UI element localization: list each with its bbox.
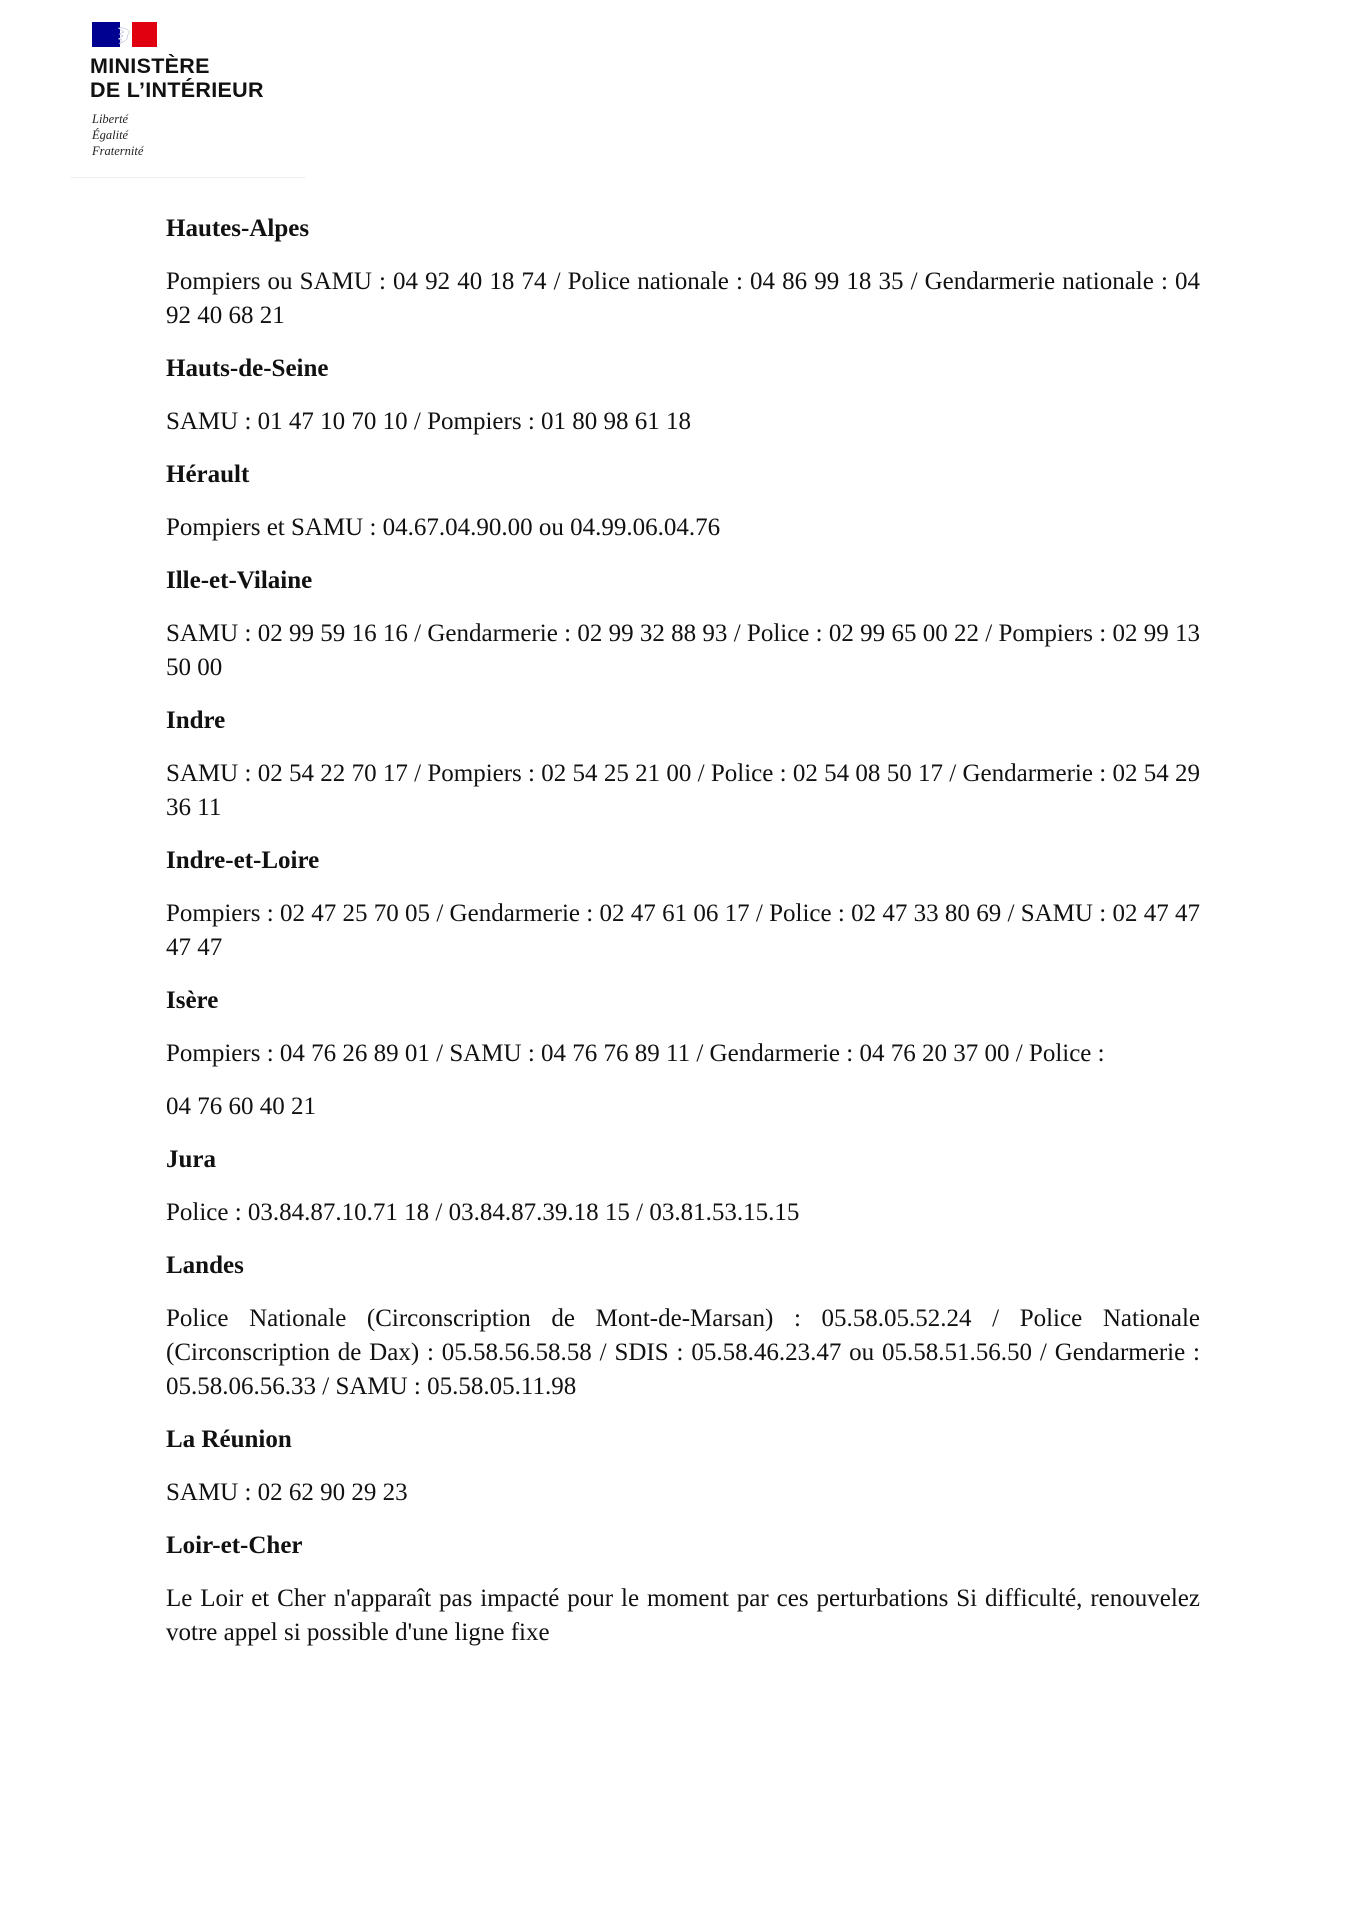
motto-egalite: Égalité xyxy=(92,128,129,142)
motto-liberte: Liberté xyxy=(92,112,129,126)
ministry-name xyxy=(90,54,264,102)
department-contacts: Police : 03.84.87.10.71 18 / 03.84.87.39.18 15 / 03.81.53.15.15 xyxy=(166,1199,800,1226)
department-section xyxy=(166,984,1200,1124)
department-section xyxy=(166,844,1200,965)
department-section xyxy=(166,704,1200,825)
document-body xyxy=(166,212,1200,1669)
ministry-logo xyxy=(70,20,306,178)
department-contacts: Pompiers : 04 76 26 89 01 / SAMU : 04 76 76 89 11 / Gendarmerie : 04 76 20 37 00 / Police : xyxy=(166,1040,1105,1067)
department-section xyxy=(166,212,1200,333)
republic-motto xyxy=(92,111,143,159)
department-title: Jura xyxy=(166,1146,216,1173)
department-title: Ille-et-Vilaine xyxy=(166,567,313,594)
department-title: Hautes-Alpes xyxy=(166,215,310,242)
department-contacts: Pompiers ou SAMU : 04 92 40 18 74 / Police nationale : 04 86 99 18 35 / Gendarmerie nationale : 04 92 40 68 21 xyxy=(166,268,1200,329)
department-contacts: SAMU : 02 99 59 16 16 / Gendarmerie : 02 99 32 88 93 / Police : 02 99 65 00 22 / Pompiers : 02 99 13 50 00 xyxy=(166,620,1200,681)
department-contacts-continued: 04 76 60 40 21 xyxy=(166,1093,316,1120)
department-section xyxy=(166,1249,1200,1404)
motto-fraternite: Fraternité xyxy=(92,144,144,158)
department-title: Landes xyxy=(166,1252,244,1279)
department-section xyxy=(166,352,1200,439)
department-contacts: SAMU : 02 62 90 29 23 xyxy=(166,1479,408,1506)
department-section xyxy=(166,1423,1200,1510)
department-title: Hérault xyxy=(166,461,250,488)
department-title: Indre xyxy=(166,707,226,734)
department-section xyxy=(166,1529,1200,1650)
department-section xyxy=(166,458,1200,545)
department-section xyxy=(166,564,1200,685)
ministry-name-line1: MINISTÈRE xyxy=(90,54,210,78)
ministry-name-line2: DE L’INTÉRIEUR xyxy=(90,78,264,102)
department-contacts: SAMU : 01 47 10 70 10 / Pompiers : 01 80 98 61 18 xyxy=(166,408,692,435)
marianne-flag-icon xyxy=(92,22,157,47)
department-title: La Réunion xyxy=(166,1426,292,1453)
department-contacts: Pompiers et SAMU : 04.67.04.90.00 ou 04.99.06.04.76 xyxy=(166,514,721,541)
department-contacts: SAMU : 02 54 22 70 17 / Pompiers : 02 54 25 21 00 / Police : 02 54 08 50 17 / Gendarmerie : 02 54 29 36 11 xyxy=(166,760,1200,821)
department-contacts: Le Loir et Cher n'apparaît pas impacté pour le moment par ces perturbations Si difficulté, renouvelez votre appel si possible d'une ligne fixe xyxy=(166,1585,1200,1646)
department-title: Loir-et-Cher xyxy=(166,1532,303,1559)
department-contacts: Police Nationale (Circonscription de Mont-de-Marsan) : 05.58.05.52.24 / Police Nationale (Circonscription de Dax) : 05.58.56.58.58 / SDIS : 05.58.46.23.47 ou 05.58.51.56.50 / Gendarmerie : 05.58.06.56.33 / SAMU : 05.58.05.11.98 xyxy=(166,1305,1200,1400)
department-title: Isère xyxy=(166,987,219,1014)
department-title: Indre-et-Loire xyxy=(166,847,320,874)
department-title: Hauts-de-Seine xyxy=(166,355,329,382)
department-contacts: Pompiers : 02 47 25 70 05 / Gendarmerie : 02 47 61 06 17 / Police : 02 47 33 80 69 / SAMU : 02 47 47 47 47 xyxy=(166,900,1200,961)
department-section xyxy=(166,1143,1200,1230)
